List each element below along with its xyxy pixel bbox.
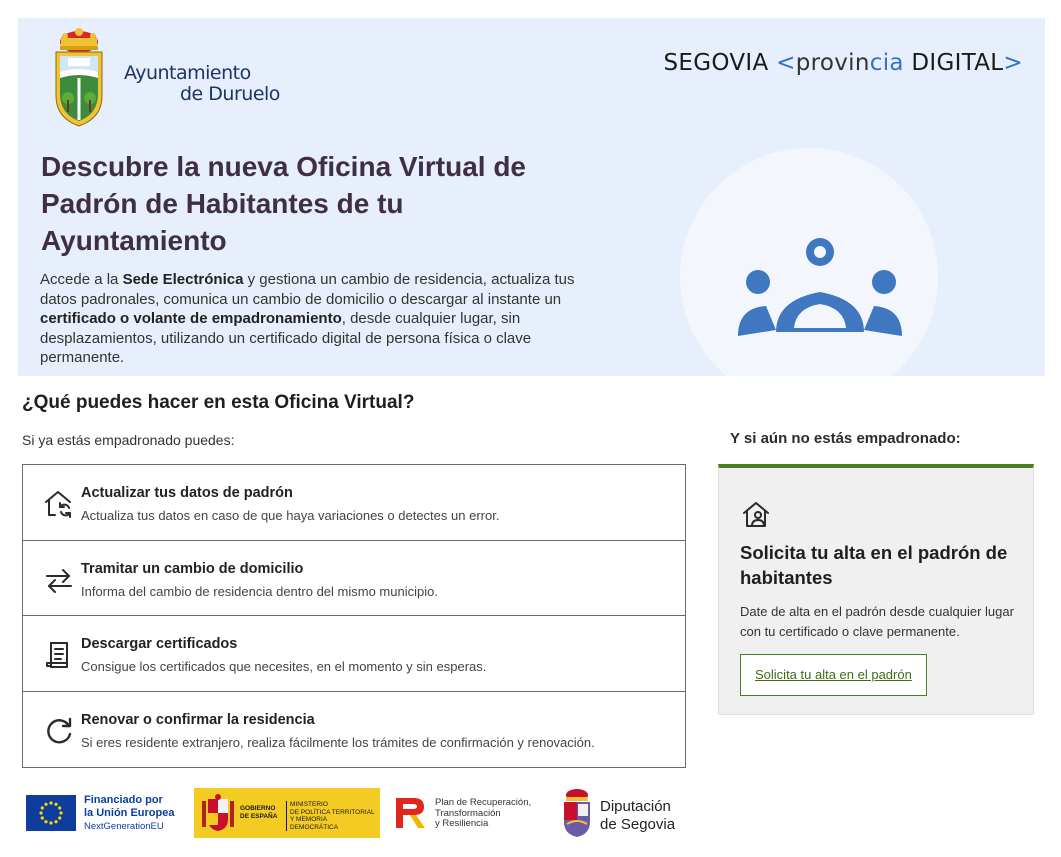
service-renew-residence[interactable]: Renovar o confirmar la residencia Si eres residente extranjero, realiza fácilmente los trámites de confirmación y renovación. xyxy=(23,692,685,768)
register-card-title: Solicita tu alta en el padrón de habitantes xyxy=(740,542,1008,588)
plan-recuperacion-logo: Plan de Recuperación, Transformación y Resiliencia xyxy=(390,794,550,834)
swap-arrows-icon xyxy=(43,565,75,595)
hero-description: Accede a la Sede Electrónica y gestiona un cambio de residencia, actualiza tus datos padronales, comunica un cambio de domicilio o descargar al instante un certificado o volante de empadronamiento, desde cualquier lugar, sin desplazamientos, utilizando un certificado digital de persona física o clave permanente. xyxy=(40,271,575,366)
service-update-data[interactable]: Actualizar tus datos de padrón Actualiza tus datos en caso de que haya variaciones o detectes un error. xyxy=(23,465,685,541)
home-sync-icon xyxy=(43,489,75,519)
service-change-address[interactable]: Tramitar un cambio de domicilio Informa del cambio de residencia dentro del mismo municipio. xyxy=(23,541,685,617)
side-section-title: Y si aún no estás empadronado: xyxy=(730,430,961,447)
register-card xyxy=(718,464,1034,715)
funding-logos: Financiado por la Unión Europea NextGenerationEU GOBIERNO DE ESPAÑA MINISTERIO DE POLÍTICA TERRITORIAL Y MEMORIA DEMOCRÁTICA Plan de Recuperación, Transformación y Resiliencia Diputación de Segovia xyxy=(22,786,702,842)
services-subtitle: Si ya estás empadronado puedes: xyxy=(22,432,235,448)
services-list xyxy=(22,464,686,768)
prtr-mark-icon xyxy=(390,794,430,832)
diputacion-segovia-logo: Diputación de Segovia xyxy=(560,788,700,840)
certificado-highlight: certificado o volante de empadronamiento xyxy=(40,310,342,327)
spain-coat-of-arms-icon xyxy=(200,793,236,833)
sede-electronica-highlight: Sede Electrónica xyxy=(122,271,244,288)
segovia-shield-icon xyxy=(560,788,594,838)
register-button[interactable]: Solicita tu alta en el padrón xyxy=(740,654,927,696)
refresh-icon xyxy=(43,716,75,746)
municipality-crest-icon xyxy=(50,28,108,128)
services-section-title: ¿Qué puedes hacer en esta Oficina Virtual? xyxy=(22,392,415,413)
municipality-name: Ayuntamiento de Duruelo xyxy=(124,62,280,105)
eu-flag-icon xyxy=(26,795,76,831)
people-group-icon xyxy=(736,236,904,340)
hero-banner xyxy=(18,18,1045,376)
service-download-certificates[interactable]: Descargar certificados Consigue los certificados que necesites, en el momento y sin esperas. xyxy=(23,616,685,692)
register-card-description: Date de alta en el padrón desde cualquier lugar con tu certificado o clave permanente. xyxy=(740,604,1014,639)
gobierno-espana-logo: GOBIERNO DE ESPAÑA MINISTERIO DE POLÍTICA TERRITORIAL Y MEMORIA DEMOCRÁTICA xyxy=(194,788,380,838)
page-title: Descubre la nueva Oficina Virtual de Padrón de Habitantes de tu Ayuntamiento xyxy=(41,151,526,256)
home-person-icon xyxy=(741,500,771,530)
document-scroll-icon xyxy=(43,640,75,670)
segovia-provincia-digital-logo: SEGOVIA <provincia DIGITAL> xyxy=(663,50,1023,76)
